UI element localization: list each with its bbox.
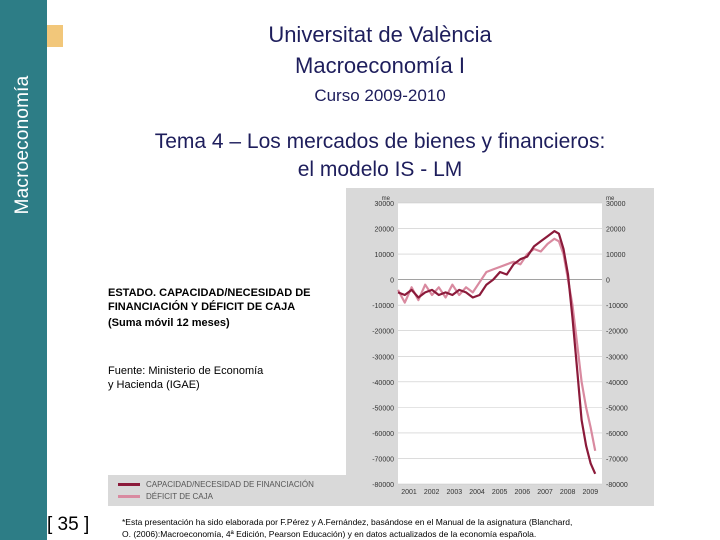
legend-item-financiacion bbox=[118, 480, 314, 489]
x-tick-label: 2002 bbox=[423, 489, 440, 496]
y-tick-label-left: -60000 bbox=[372, 430, 394, 438]
footer-line2: O. (2006):Macroeconomía, 4ª Edición, Pearson Educación) y en datos actualizados de la economía española. bbox=[122, 529, 537, 539]
x-tick-label: 2006 bbox=[514, 489, 531, 496]
topic-title-line1: Tema 4 – Los mercados de bienes y financieros: bbox=[154, 130, 606, 153]
y-tick-label-right: -10000 bbox=[606, 303, 628, 311]
sidebar-band bbox=[0, 0, 47, 540]
footer-note bbox=[122, 516, 712, 540]
y-tick-label-left: -80000 bbox=[372, 482, 394, 489]
chart-legend bbox=[108, 475, 346, 506]
y-tick-label-right: 30000 bbox=[606, 201, 626, 208]
legend-swatch-deficit bbox=[118, 495, 140, 498]
y-tick-label-right: -60000 bbox=[606, 430, 628, 438]
chart-svg bbox=[346, 188, 654, 506]
x-tick-label: 2009 bbox=[582, 489, 599, 496]
y-tick-label-left: 10000 bbox=[374, 252, 394, 260]
page-number: [ 35 ] bbox=[47, 514, 90, 535]
y-tick-label-left: -70000 bbox=[372, 456, 394, 464]
y-tick-label-left: -40000 bbox=[372, 379, 394, 387]
chart-panel bbox=[346, 188, 654, 506]
y-tick-label-left: -10000 bbox=[372, 303, 394, 311]
y-tick-label-right: -40000 bbox=[606, 379, 628, 387]
y-tick-label-right: -80000 bbox=[606, 482, 628, 489]
legend-swatch-financiacion bbox=[118, 483, 140, 486]
unit-label-right: me bbox=[606, 196, 615, 202]
legend-label-deficit: DÉFICIT DE CAJA bbox=[146, 492, 213, 501]
y-tick-label-left: 0 bbox=[390, 277, 394, 285]
y-tick-label-left: -20000 bbox=[372, 328, 394, 336]
x-tick-label: 2008 bbox=[559, 489, 576, 496]
header-course: Macroeconomía I bbox=[295, 53, 465, 78]
y-tick-label-left: 30000 bbox=[374, 201, 394, 208]
y-tick-label-right: -70000 bbox=[606, 456, 628, 464]
plot-area bbox=[398, 203, 602, 484]
y-tick-label-right: 20000 bbox=[606, 226, 626, 234]
chart-note-line1: ESTADO. CAPACIDAD/NECESIDAD DE bbox=[108, 287, 311, 299]
y-tick-label-left: -50000 bbox=[372, 405, 394, 413]
chart-note-line2: FINANCIACIÓN Y DÉFICIT DE CAJA bbox=[108, 301, 296, 313]
y-tick-label-left: -30000 bbox=[372, 354, 394, 362]
header-year: Curso 2009-2010 bbox=[314, 86, 446, 105]
chart-source bbox=[108, 364, 263, 392]
y-tick-label-right: -30000 bbox=[606, 354, 628, 362]
y-tick-label-right: 0 bbox=[606, 277, 610, 285]
y-tick-label-right: 10000 bbox=[606, 252, 626, 260]
sidebar-label: Macroeconomía bbox=[12, 75, 33, 215]
y-tick-label-right: -50000 bbox=[606, 405, 628, 413]
x-tick-label: 2007 bbox=[537, 489, 553, 496]
legend-label-financiacion: CAPACIDAD/NECESIDAD DE FINANCIACIÓN bbox=[146, 480, 314, 489]
legend-item-deficit bbox=[118, 492, 213, 501]
x-tick-label: 2005 bbox=[491, 489, 508, 496]
topic-title-line2: el modelo IS - LM bbox=[297, 158, 463, 181]
x-tick-label: 2001 bbox=[401, 489, 417, 496]
source-line2: y Hacienda (IGAE) bbox=[108, 379, 200, 391]
x-tick-label: 2004 bbox=[469, 489, 485, 496]
header-university: Universitat de València bbox=[268, 22, 492, 47]
unit-label-left: me bbox=[381, 196, 390, 202]
footer-line1: *Esta presentación ha sido elaborada por F.Pérez y A.Fernández, basándose en el Manual de la asignatura (Blanchard, bbox=[122, 517, 573, 527]
chart-note-line3: (Suma móvil 12 meses) bbox=[108, 317, 230, 329]
x-tick-label: 2003 bbox=[446, 489, 463, 496]
y-tick-label-right: -20000 bbox=[606, 328, 628, 336]
y-tick-label-left: 20000 bbox=[374, 226, 394, 234]
source-line1: Fuente: Ministerio de Economía bbox=[108, 365, 264, 377]
